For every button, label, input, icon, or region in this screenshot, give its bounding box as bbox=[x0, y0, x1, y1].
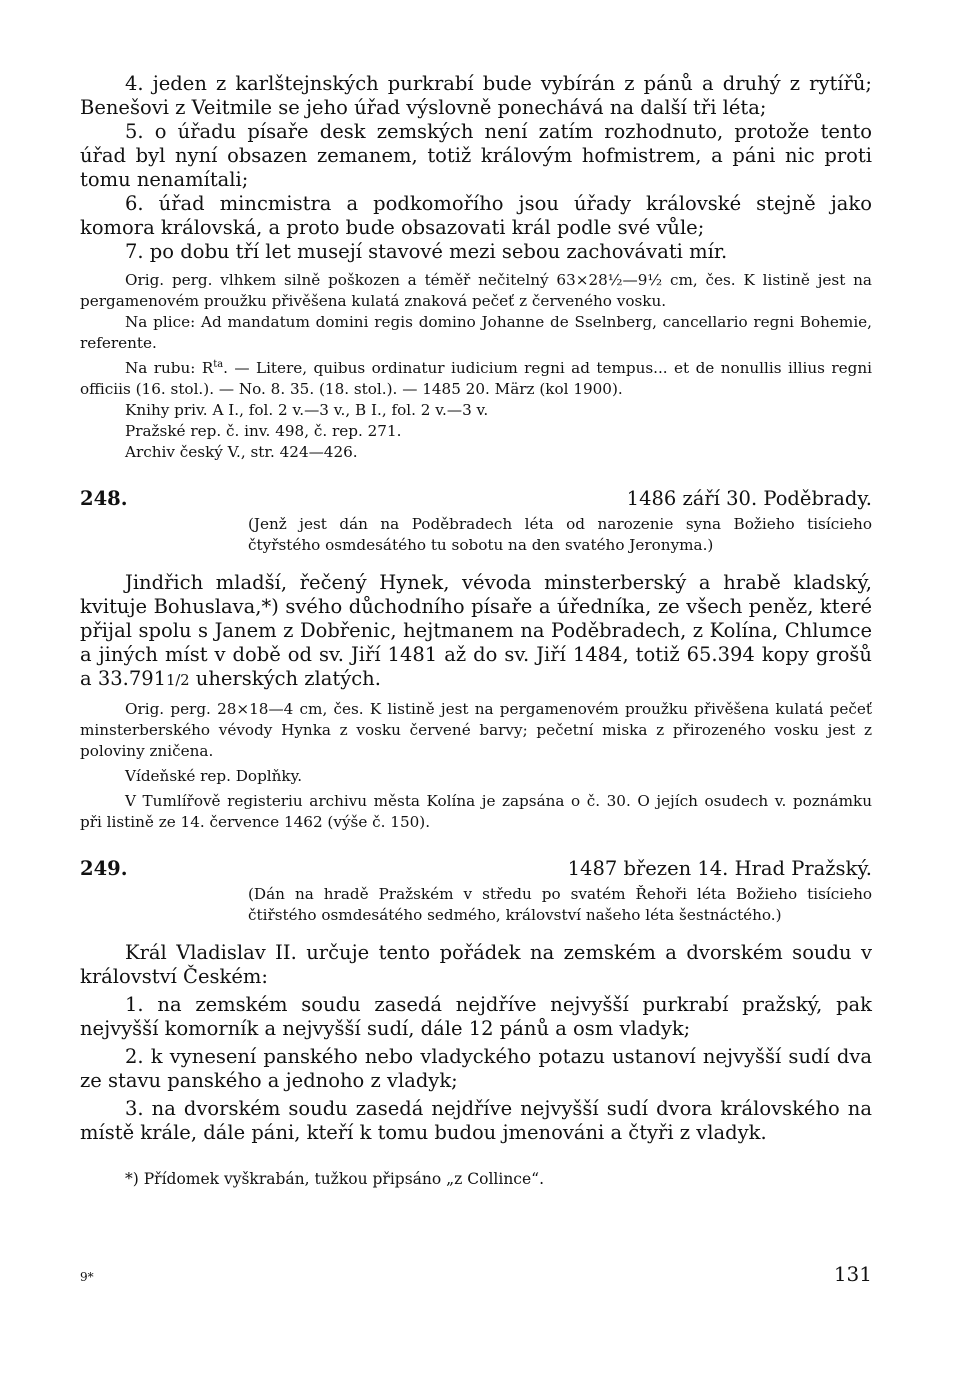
doc-text: Jindřich mladší, řečený Hynek, vévoda minsterberský a hrabě kladský, kvituje Bohuslava,*) svého důchodního písaře a úředníka, ze všech peněz, které přijal spolu s Janem z Dobřenic, hejtmanem na Poděbradech, z Kolína, Chlumce a jiných míst v době od sv. Jiří 1481 až do sv. Jiří 1484, totiž 65.394 kopy grošů a 33.7911/2 uherských zlatých. bbox=[80, 571, 872, 691]
prazske-note: Pražské rep. č. inv. 498, č. rep. 271. bbox=[125, 422, 402, 441]
rubum-rest: . — Litere, quibus ordinatur iudicium regni ad tempus... et de nonullis illius regni officiis (16. stol.). — No. 8. 35. (18. stol.). — 1485 20. März (kol 1900). bbox=[80, 359, 872, 399]
previous-document-notes bbox=[80, 270, 872, 463]
doc-dateplace: 1486 září 30. Poděbrady. bbox=[626, 487, 872, 511]
page bbox=[80, 72, 872, 1190]
list-item: 7. po dobu tří let musejí stavové mezi sebou zachovávati mír. bbox=[125, 240, 728, 263]
list-item: 2. k vynesení panského nebo vladyckého potazu ustanoví nejvyšší sudí dva ze stavu panského a jednoho z vladyk; bbox=[80, 1045, 872, 1093]
doc-dateplace: 1487 březen 14. Hrad Pražský. bbox=[567, 857, 872, 881]
list-item: 3. na dvorském soudu zasedá nejdříve nejvyšší sudí dvora královského na místě krále, dále páni, kteří k tomu budou jmenováni a čtyři z vladyk. bbox=[80, 1097, 872, 1145]
plica-note: Na plice: Ad mandatum domini regis domino Johanne de Sselnberg, cancellario regni Bohemie, referente. bbox=[80, 313, 872, 352]
orig-note: Orig. perg. 28×18—4 cm, čes. K listině jest na pergamenovém proužku přivěšena kulatá pečeť minsterberského vévody Hynka z vosku červené barvy; pečetní miska z přirozeného vosku jest z poloviny zničena. bbox=[80, 700, 872, 761]
signature-mark: 9* bbox=[80, 1270, 94, 1284]
doc-intro: Král Vladislav II. určuje tento pořádek na zemském a dvorském soudu v království Českém: bbox=[80, 941, 872, 989]
rubum-superscript: ta bbox=[213, 359, 224, 370]
rubum-prefix: Na rubu: R bbox=[125, 359, 214, 378]
tumlirove-note: V Tumlířově registeriu archivu města Kolína je zapsána o č. 30. O jejích osudech v. poznámku při listině ze 14. července 1462 (výše č. 150). bbox=[80, 792, 872, 832]
previous-document-items bbox=[80, 72, 872, 264]
list-item: 6. úřad mincmistra a podkomořího jsou úřady královské stejně jako komora královská, a proto bude obsazovati král podle své vůle; bbox=[80, 192, 872, 239]
list-item: 1. na zemském soudu zasedá nejdříve nejvyšší purkrabí pražský, pak nejvyšší komorník a nejvyšší sudí, dále 12 pánů a osm vladyk; bbox=[80, 993, 872, 1041]
doc-number: 248. bbox=[80, 487, 128, 511]
fraction: 1/2 bbox=[166, 672, 190, 690]
document-248 bbox=[80, 487, 872, 833]
rubum-note bbox=[80, 354, 872, 400]
orig-note: Orig. perg. vlhkem silně poškozen a téměř nečitelný 63×28½—9½ cm, čes. K listině jest na pergamenovém proužku přivěšena kulatá znaková pečeť z červeného vosku. bbox=[80, 271, 872, 310]
document-249 bbox=[80, 857, 872, 1145]
doc-summary: (Dán na hradě Pražském v středu po svatém Řehoři léta Božieho tisícieho čtiřstého osmdesátého sedmého, království našeho léta šestnáctého.) bbox=[248, 885, 872, 925]
list-item: 4. jeden z karlštejnských purkrabí bude vybírán z pánů a druhý z rytířů; Benešovi z Veitmile se jeho úřad výslovně ponechává na další tři léta; bbox=[80, 72, 872, 119]
list-item: 5. o úřadu písaře desk zemských není zatím rozhodnuto, protože tento úřad byl nyní obsazen zemanem, totiž královým hofmistrem, a páni nic proti tomu nenamítali; bbox=[80, 120, 872, 191]
videnske-note: Vídeňské rep. Doplňky. bbox=[125, 767, 303, 786]
page-footer bbox=[80, 1262, 872, 1286]
footnote: *) Přídomek vyškrabán, tužkou připsáno „z Collince“. bbox=[125, 1170, 545, 1189]
archiv-note: Archiv český V., str. 424—426. bbox=[125, 443, 358, 462]
doc-number: 249. bbox=[80, 857, 128, 881]
doc-summary: (Jenž jest dán na Poděbradech léta od narozenie syna Božieho tisícieho čtyřstého osmdesátého tu sobotu na den svatého Jeronyma.) bbox=[248, 515, 872, 555]
knihy-note: Knihy priv. A I., fol. 2 v.—3 v., B I., fol. 2 v.—3 v. bbox=[125, 401, 489, 420]
doc-header bbox=[80, 857, 872, 880]
page-number: 131 bbox=[833, 1262, 872, 1286]
doc-header bbox=[80, 487, 872, 510]
